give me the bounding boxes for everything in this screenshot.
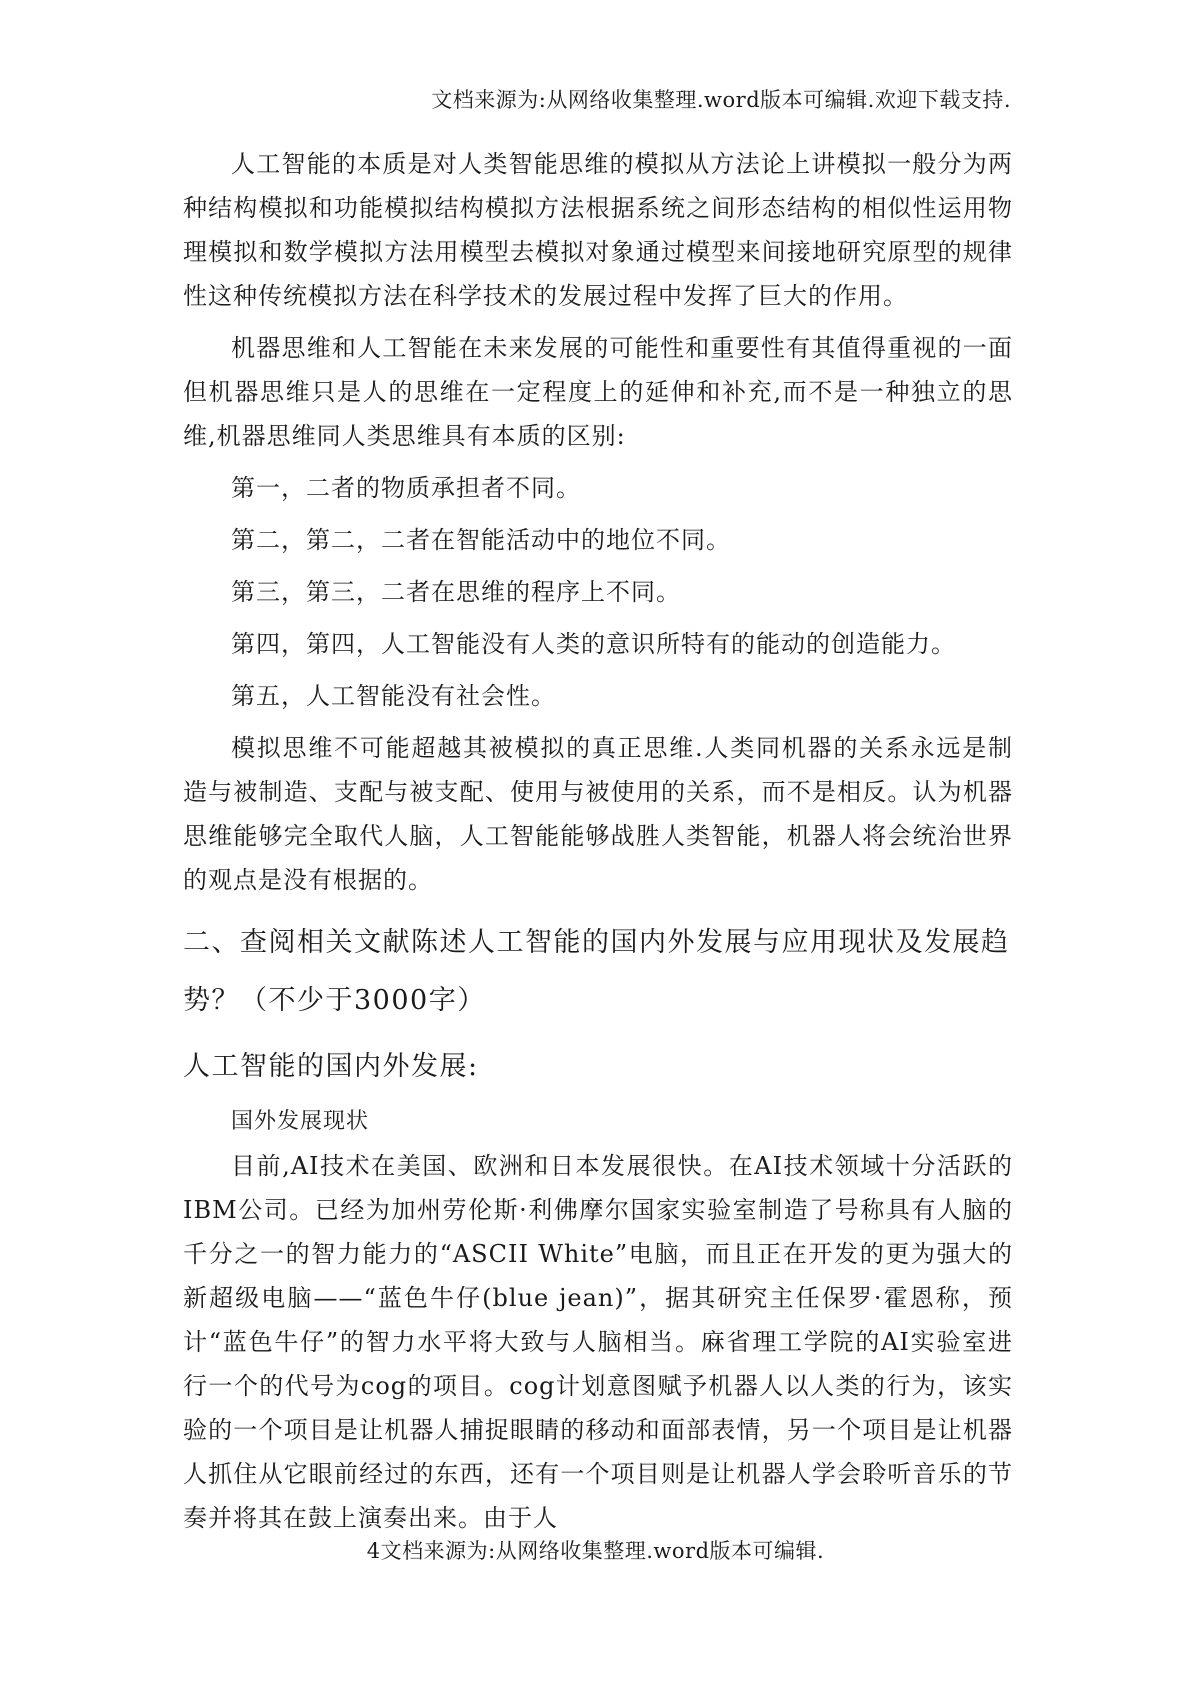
section-heading-line1: 二、查阅相关文献陈述人工智能的国内外发展与应用现状及发展趋 [183, 927, 1010, 958]
document-body [183, 142, 1013, 1540]
footer-note: 4文档来源为:从网络收集整理.word版本可编辑. [366, 1539, 825, 1563]
paragraph-conclusion: 模拟思维不可能超越其被模拟的真正思维.人类同机器的关系永远是制造与被制造、支配与被支配、使用与被使用的关系，而不是相反。认为机器思维能够完全取代人脑，人工智能能够战胜人类智能，机器人将会统治世界的观点是没有根据的。 [183, 734, 1013, 894]
paragraph-foreign-ai: 目前,AI技术在美国、欧洲和日本发展很快。在AI技术领域十分活跃的IBM公司。已经为加州劳伦斯·利佛摩尔国家实验室制造了号称具有人脑的千分之一的智力能力的“ASCII White”电脑，而且正在开发的更为强大的新超级电脑——“蓝色牛仔(blue jean)”，据其研究主任保罗·霍恩称，预计“蓝色牛仔”的智力水平将大致与人脑相当。麻省理工学院的AI实验室进行一个的代号为cog的项目。cog计划意图赋予机器人以人类的行为，该实验的一个项目是让机器人捕捉眼睛的移动和面部表情，另一个项目是让机器人抓住从它眼前经过的东西，还有一个项目则是让机器人学会聆听音乐的节奏并将其在鼓上演奏出来。由于人 [183, 1152, 1013, 1532]
subheading-foreign-status: 国外发展现状 [231, 1109, 370, 1134]
section-heading [183, 914, 1013, 1030]
list-item-2: 第二，第二，二者在智能活动中的地位不同。 [231, 526, 731, 554]
list-item-4: 第四，第四，人工智能没有人类的意识所特有的能动的创造能力。 [231, 630, 956, 658]
section-heading-line2: 势？（不少于3000字） [183, 985, 486, 1016]
header-note: 文档来源为:从网络收集整理.word版本可编辑.欢迎下载支持. [431, 88, 1011, 112]
list-item-3: 第三，第三，二者在思维的程序上不同。 [231, 578, 681, 606]
paragraph-essence: 人工智能的本质是对人类智能思维的模拟从方法论上讲模拟一般分为两种结构模拟和功能模拟结构模拟方法根据系统之间形态结构的相似性运用物理模拟和数学模拟方法用模型去模拟对象通过模型来间接地研究原型的规律性这种传统模拟方法在科学技术的发展过程中发挥了巨大的作用。 [183, 150, 1013, 310]
paragraph-machine-thinking: 机器思维和人工智能在未来发展的可能性和重要性有其值得重视的一面但机器思维只是人的思维在一定程度上的延伸和补充,而不是一种独立的思维,机器思维同人类思维具有本质的区别: [183, 334, 1013, 450]
subheading-development: 人工智能的国内外发展: [183, 1051, 479, 1082]
list-item-1: 第一，二者的物质承担者不同。 [231, 474, 581, 502]
list-item-5: 第五，人工智能没有社会性。 [231, 682, 556, 710]
